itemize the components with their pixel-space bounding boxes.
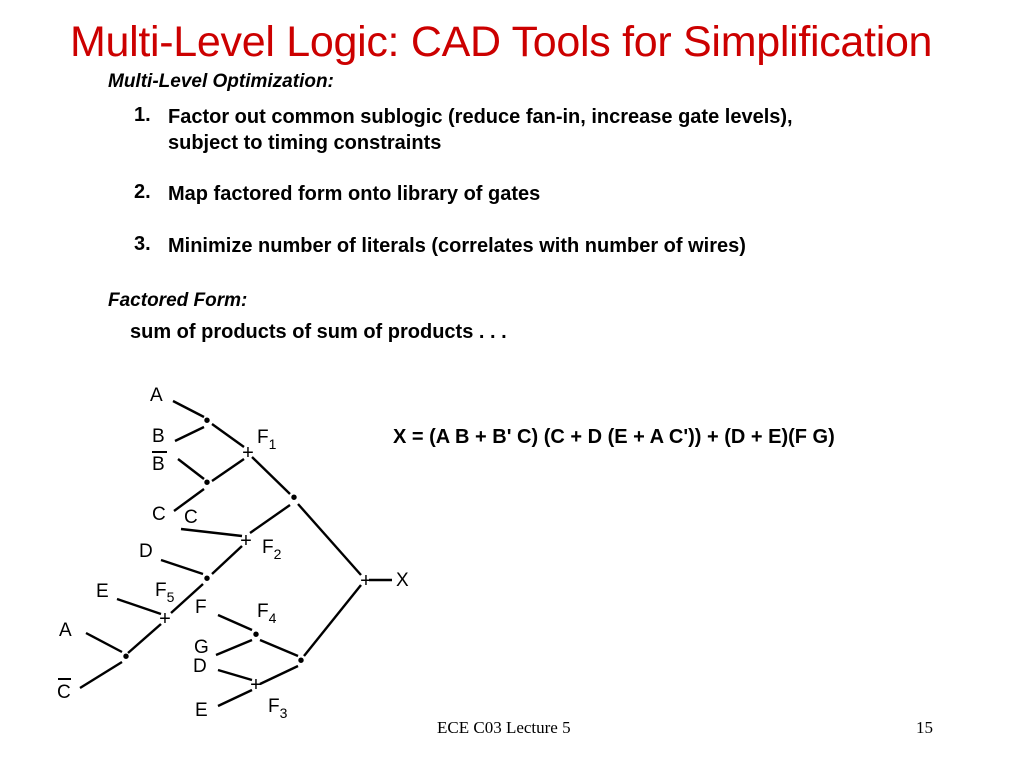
label-g: G xyxy=(194,637,209,658)
label-f3-subscript: 3 xyxy=(279,705,288,721)
label-e-bottom: E xyxy=(195,700,208,721)
label-f3 xyxy=(268,696,288,721)
label-f4-subscript: 4 xyxy=(268,610,277,626)
label-f1-subscript: 1 xyxy=(268,436,277,452)
step-3-line-1: Minimize number of literals (correlates with number of wires) xyxy=(168,235,746,257)
footer-page-number: 15 xyxy=(916,718,933,737)
factored-form-description: sum of products of sum of products . . . xyxy=(130,321,507,343)
label-d-mid: D xyxy=(139,541,153,562)
and-gate-d-f5: • xyxy=(203,568,211,590)
footer-course: ECE C03 Lecture 5 xyxy=(437,718,571,737)
label-f3-letter: F xyxy=(268,696,280,717)
step-2-number: 2. xyxy=(134,181,151,203)
tree-edges xyxy=(58,401,392,706)
and-gate-bottom: • xyxy=(297,650,305,672)
label-a-bottom: A xyxy=(59,620,72,641)
or-gate-output: + xyxy=(360,570,372,592)
step-1-line-1: Factor out common sublogic (reduce fan-in, increase gate levels), xyxy=(168,106,793,128)
or-gate-f1: + xyxy=(242,442,254,464)
label-f4-letter: F xyxy=(257,601,269,622)
section-heading-factored: Factored Form: xyxy=(108,290,248,311)
or-gate-f3: + xyxy=(250,674,262,696)
or-gate-f2: + xyxy=(240,530,252,552)
step-1-line-2: subject to timing constraints xyxy=(168,132,442,154)
step-2-line-1: Map factored form onto library of gates xyxy=(168,183,541,205)
slide-title: Multi-Level Logic: CAD Tools for Simplification xyxy=(70,18,933,66)
label-f1-letter: F xyxy=(257,427,269,448)
label-e-left: E xyxy=(96,581,109,602)
and-gate-bbar-c: • xyxy=(203,472,211,494)
label-b: B xyxy=(152,426,165,447)
step-1-number: 1. xyxy=(134,104,151,126)
or-gate-f5: + xyxy=(159,608,171,630)
and-gate-ab: • xyxy=(203,410,211,432)
label-f5-subscript: 5 xyxy=(166,589,175,605)
label-f2-subscript: 2 xyxy=(273,546,282,562)
label-x-output: X xyxy=(396,570,409,591)
label-f5-letter: F xyxy=(155,580,167,601)
step-3-number: 3. xyxy=(134,233,151,255)
label-f4 xyxy=(257,601,277,626)
section-heading-optimization: Multi-Level Optimization: xyxy=(108,71,334,92)
label-f: F xyxy=(195,597,207,618)
factored-equation: X = (A B + B' C) (C + D (E + A C')) + (D + E)(F G) xyxy=(393,426,835,448)
label-c-bar: C xyxy=(57,682,71,703)
label-b-bar: B xyxy=(152,454,165,475)
label-f2 xyxy=(262,537,282,562)
label-d-bottom: D xyxy=(193,656,207,677)
label-f1 xyxy=(257,427,277,452)
label-c-right: C xyxy=(184,507,198,528)
label-c-left: C xyxy=(152,504,166,525)
label-a-top: A xyxy=(150,385,163,406)
and-gate-top: • xyxy=(290,487,298,509)
label-f2-letter: F xyxy=(262,537,274,558)
and-gate-f4: • xyxy=(252,624,260,646)
and-gate-a-cbar: • xyxy=(122,646,130,668)
label-f5 xyxy=(155,580,175,605)
